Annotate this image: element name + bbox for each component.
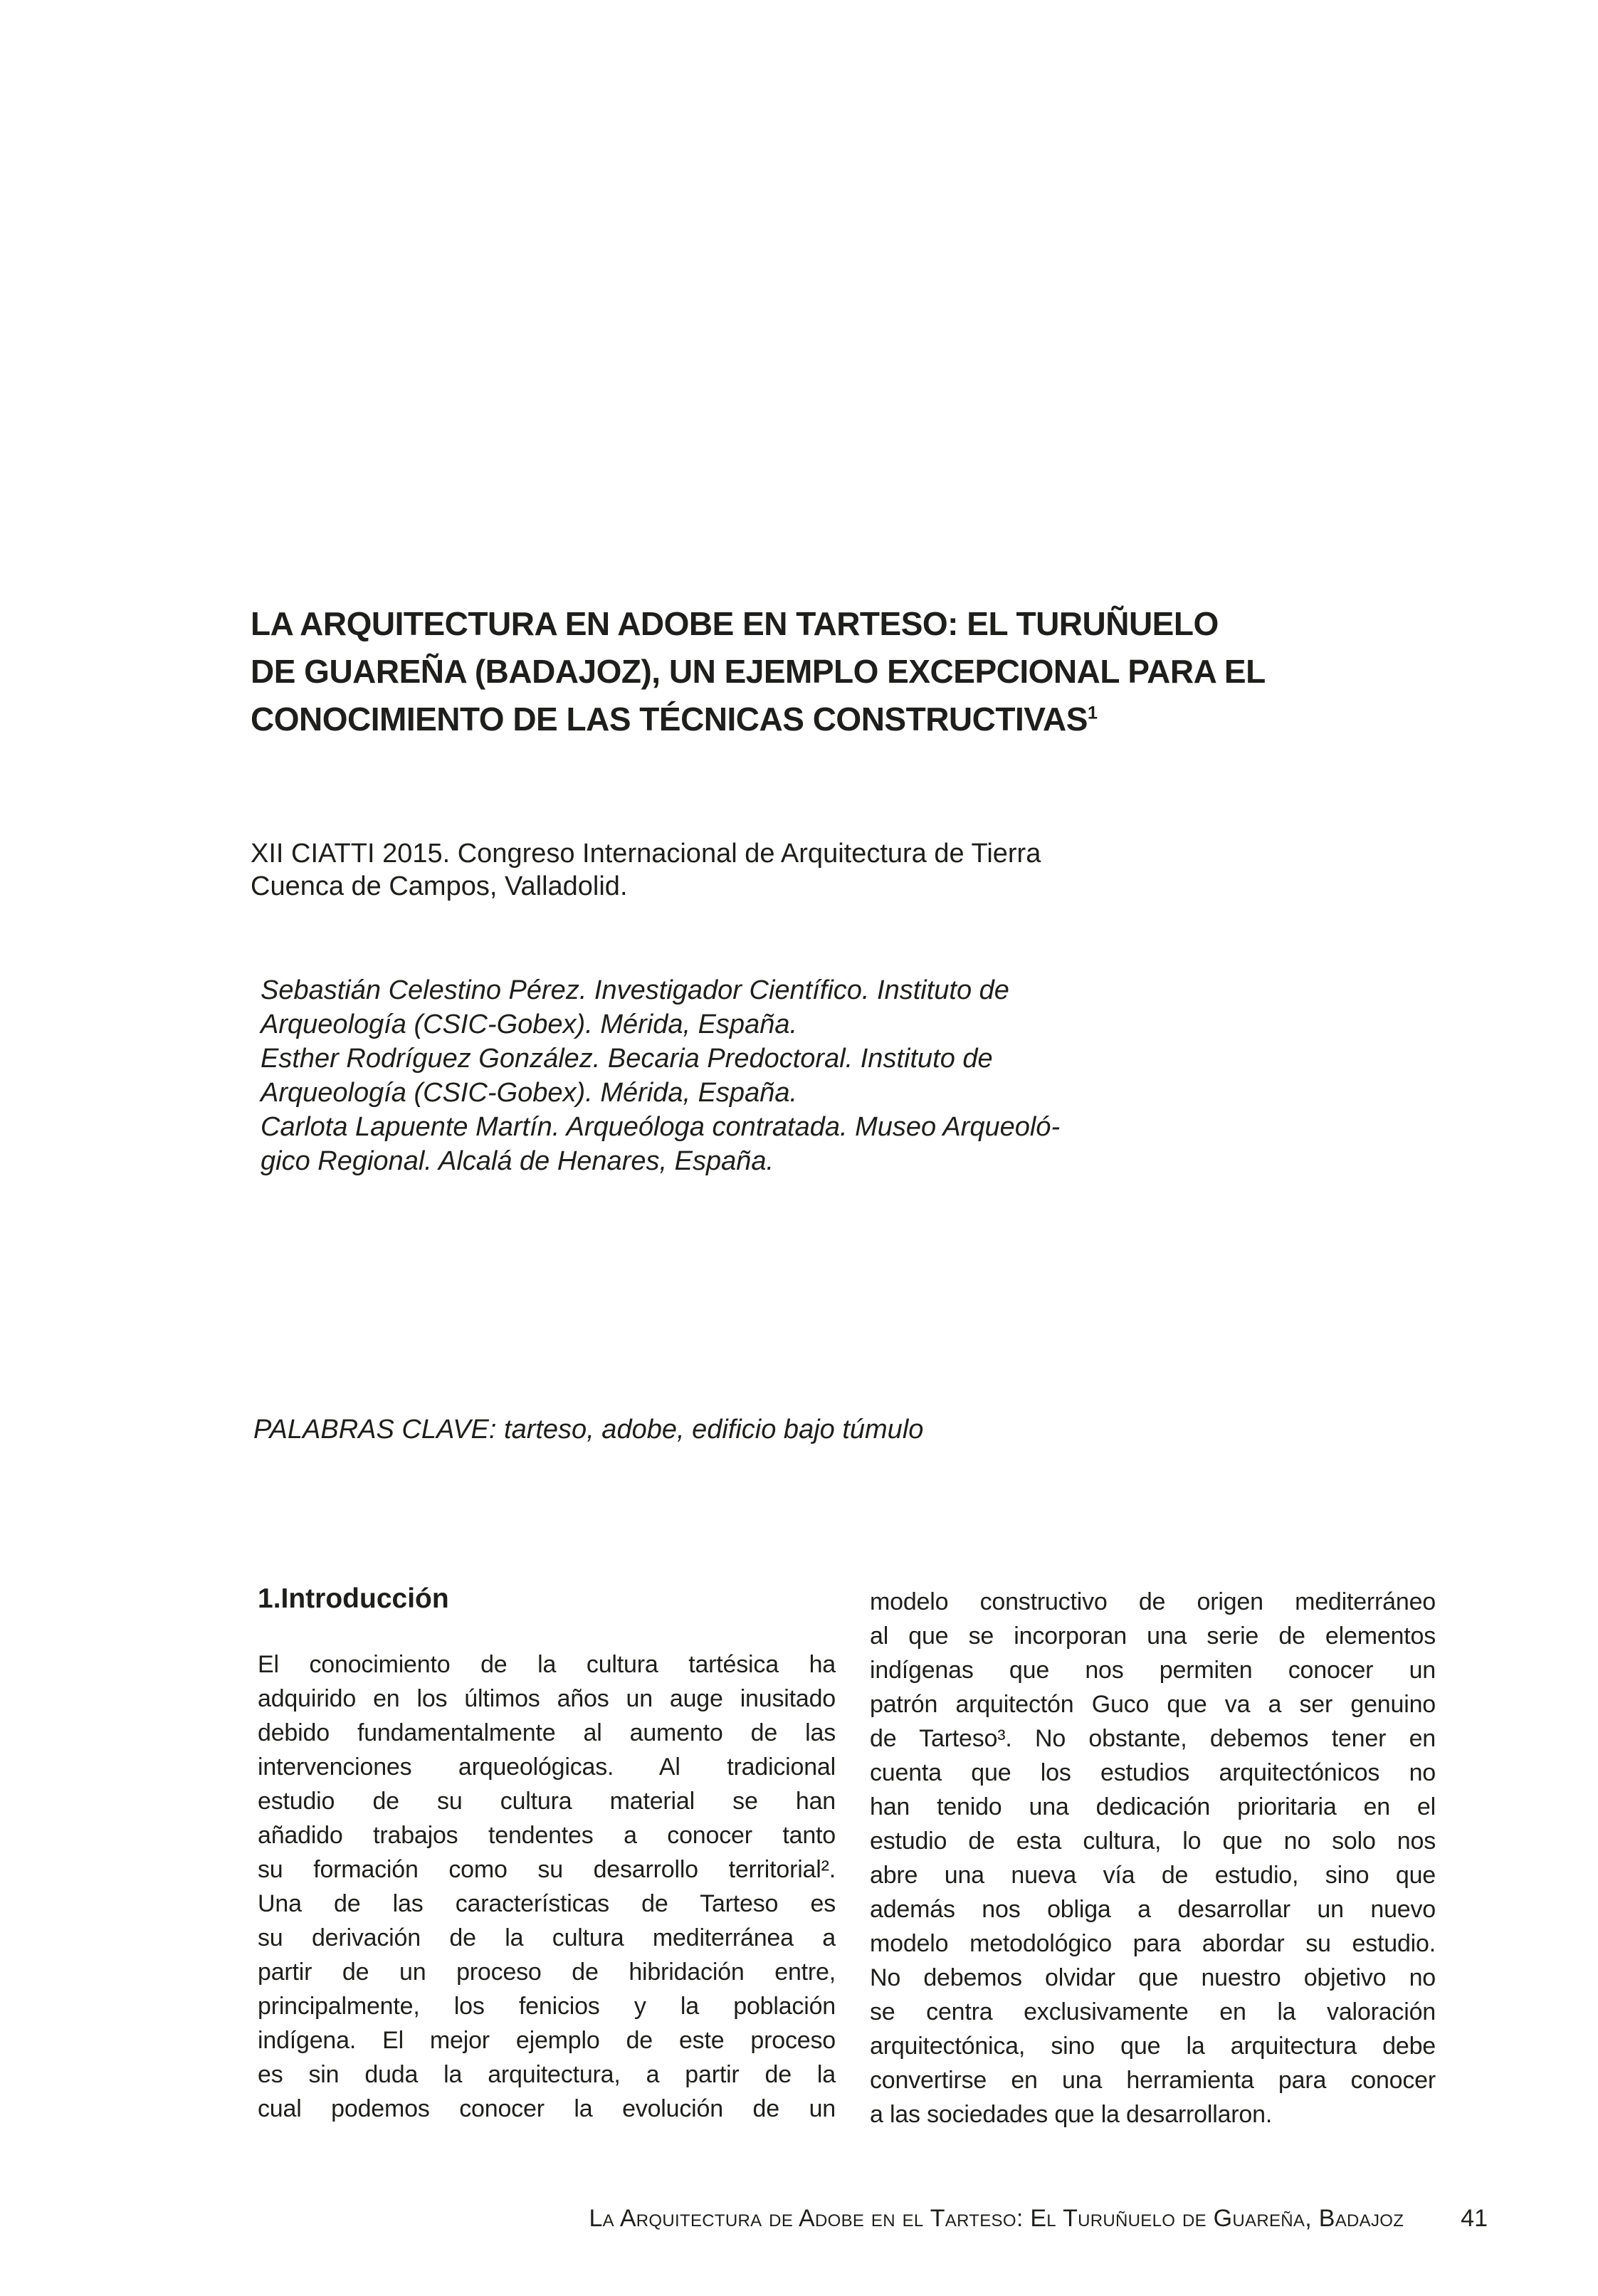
text-line: principalmente, los fenicios y la población [258,1993,836,2020]
text-line: se centra exclusivamente en la valoración [870,1998,1436,2025]
text-line: El conocimiento de la cultura tartésica ha [258,1651,836,1678]
text-line: patrón arquitectón Guco que va a ser genuino [870,1691,1436,1718]
text-line: arquitectónica, sino que la arquitectura debe [870,2033,1436,2060]
text-line: estudio de su cultura material se han [258,1788,836,1815]
section-heading-introduction: 1.Introducción [258,1583,449,1614]
text-line: gico Regional. Alcalá de Henares, España. [261,1146,774,1176]
text-line: estudio de esta cultura, lo que no solo nos [870,1828,1436,1855]
footer-page-number: 41 [1461,2205,1488,2232]
text-line: modelo constructivo de origen mediterráneo [870,1588,1436,1615]
text-line: Cuenca de Campos, Valladolid. [251,871,628,901]
text-line: partir de un proceso de hibridación entre, [258,1959,836,1986]
title-text: LA ARQUITECTURA EN ADOBE EN TARTESO: EL TURUÑUELO [251,605,1219,642]
text-line: han tenido una dedicación prioritaria en el [870,1793,1436,1820]
text-line: indígena. El mejor ejemplo de este proceso [258,2027,836,2054]
text-line: su formación como su desarrollo territorial². [258,1856,836,1883]
title-line-3 [251,696,1266,743]
body-column-left [258,1647,836,2126]
page-footer [589,2204,1488,2233]
title-line-2 [251,648,1266,696]
body-column-right [870,1585,1436,2132]
text-line: al que se incorporan una serie de elementos [870,1623,1436,1650]
text-line: debido fundamentalmente al aumento de las [258,1719,836,1746]
text-line: Arqueología (CSIC-Gobex). Mérida, España. [261,1078,798,1108]
text-line: abre una nueva vía de estudio, sino que [870,1862,1436,1889]
text-line: modelo metodológico para abordar su estudio. [870,1930,1436,1957]
text-line: XII CIATTI 2015. Congreso Internacional de Arquitectura de Tierra [251,839,1041,869]
text-line: Carlota Lapuente Martín. Arqueóloga contratada. Museo Arqueoló- [261,1112,1061,1142]
text-line: Esther Rodríguez González. Becaria Predoctoral. Instituto de [261,1044,993,1074]
keywords-line: PALABRAS CLAVE: tarteso, adobe, edificio bajo túmulo [253,1415,924,1445]
congress-info [251,837,1041,903]
text-line: Sebastián Celestino Pérez. Investigador Científico. Instituto de [261,975,1009,1005]
footer-running-title: La Arquitectura de Adobe en el Tarteso: El Turuñuelo de Guareña, Badajoz [589,2205,1404,2232]
title-text: CONOCIMIENTO DE LAS TÉCNICAS CONSTRUCTIVAS [251,701,1088,738]
text-line: añadido trabajos tendentes a conocer tanto [258,1822,836,1849]
text-line: es sin duda la arquitectura, a partir de la [258,2061,836,2088]
authors-block [261,973,1060,1178]
text-line: Una de las características de Tarteso es [258,1890,836,1917]
title-text: DE GUAREÑA (BADAJOZ), UN EJEMPLO EXCEPCIONAL PARA EL [251,653,1266,690]
text-line: No debemos olvidar que nuestro objetivo no [870,1964,1436,1991]
text-line: su derivación de la cultura mediterránea a [258,1924,836,1951]
text-line: cual podemos conocer la evolución de un [258,2095,836,2122]
text-line: de Tarteso³. No obstante, debemos tener en [870,1725,1436,1752]
text-line: Arqueología (CSIC-Gobex). Mérida, España. [261,1010,798,1039]
text-line: además nos obliga a desarrollar un nuevo [870,1896,1436,1923]
title-line-1 [251,600,1266,648]
text-line: cuenta que los estudios arquitectónicos no [870,1759,1436,1786]
text-line: intervenciones arqueológicas. Al tradicional [258,1754,836,1781]
text-line: a las sociedades que la desarrollaron. [870,2101,1273,2128]
text-line: convertirse en una herramienta para conocer [870,2067,1436,2094]
text-line: adquirido en los últimos años un auge inusitado [258,1685,836,1712]
paper-title [251,600,1266,743]
title-footnote-marker: 1 [1087,703,1098,723]
text-line: indígenas que nos permiten conocer un [870,1657,1436,1684]
